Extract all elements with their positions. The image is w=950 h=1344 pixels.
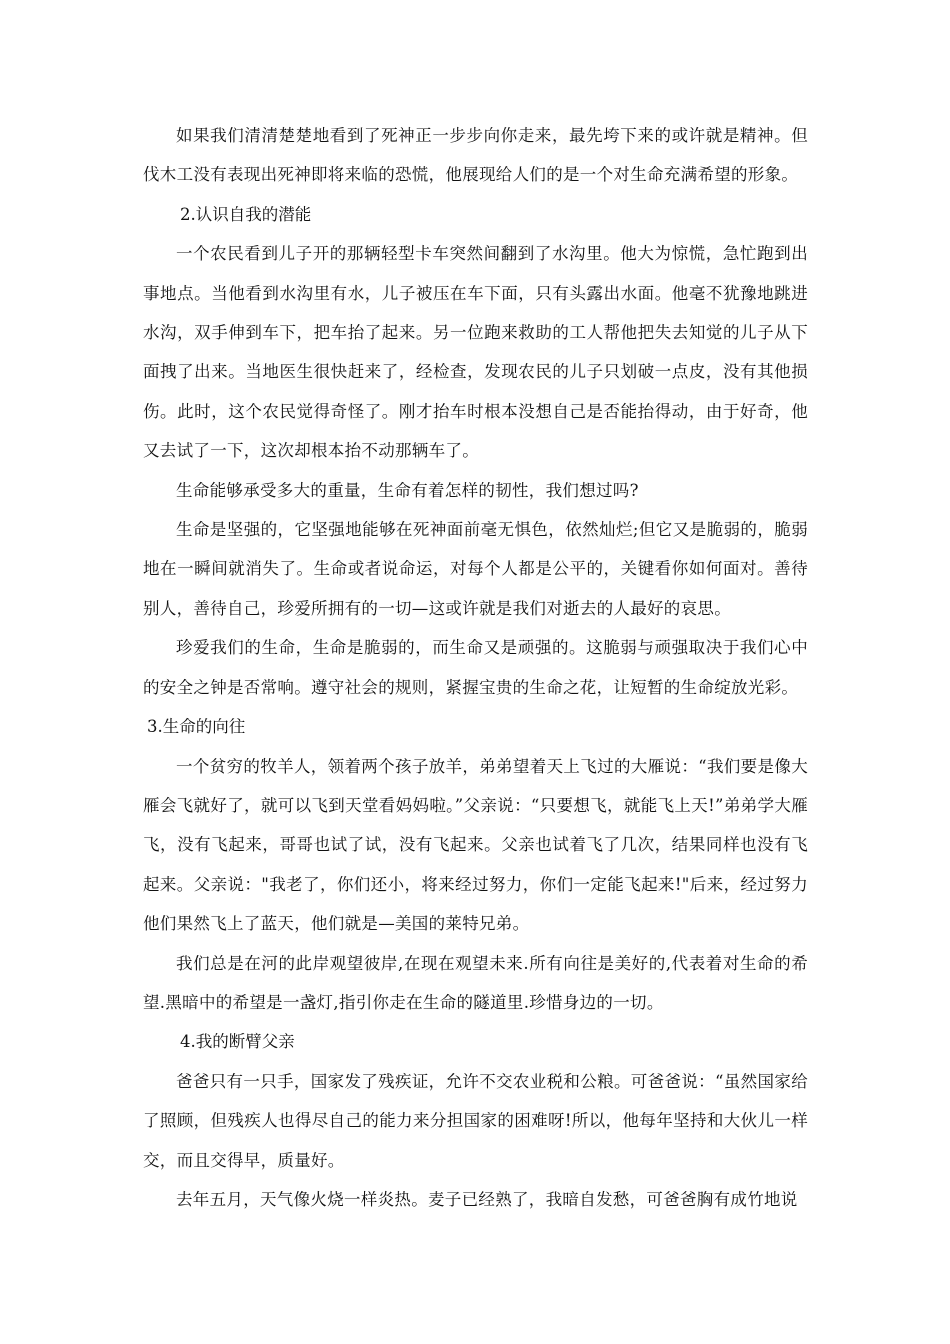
- section-heading: 2.认识自我的潜能: [180, 204, 312, 224]
- paragraph: 去年五月，天气像火烧一样炎热。麦子已经熟了，我暗自发愁，可爸爸胸有成竹地说: [176, 1189, 798, 1209]
- paragraph: 如果我们清清楚楚地看到了死神正一步步向你走来，最先垮下来的或许就是精神。但伐木工没有表现出死神即将来临的恐慌，他展现给人们的是一个对生命充满希望的形象。: [143, 126, 808, 185]
- paragraph: 一个贫穷的牧羊人，领着两个孩子放羊，弟弟望着天上飞过的大雁说：“我们要是像大雁会飞就好了，就可以飞到天堂看妈妈啦。”父亲说：“只要想飞，就能飞上天!”弟弟学大雁飞，没有飞起来，哥哥也试了试，没有飞起来。父亲也试着飞了几次，结果同样也没有飞起来。父亲说："我老了，你们还小，将来经过努力，你们一定能飞起来!"后来，经过努力他们果然飞上了蓝天，他们就是—美国的莱特兄弟。: [143, 756, 808, 934]
- paragraph: 我们总是在河的此岸观望彼岸,在现在观望未来.所有向往是美好的,代表着对生命的希望.黑暗中的希望是一盏灯,指引你走在生命的隧道里.珍惜身边的一切。: [143, 953, 808, 1012]
- section-heading: 4.我的断臂父亲: [180, 1032, 295, 1052]
- paragraph: 生命是坚强的，它坚强地能够在死神面前毫无惧色，依然灿烂;但它又是脆弱的，脆弱地在一瞬间就消失了。生命或者说命运，对每个人都是公平的，关键看你如何面对。善待别人，善待自己，珍爱所拥有的一切—这或许就是我们对逝去的人最好的哀思。: [143, 520, 808, 618]
- paragraph: 爸爸只有一只手，国家发了残疾证，允许不交农业税和公粮。可爸爸说：“虽然国家给了照顾，但残疾人也得尽自己的能力来分担国家的困难呀!所以，他每年坚持和大伙儿一样交，而且交得早，质量好。: [143, 1071, 808, 1170]
- section-heading: 3.生命的向往: [147, 717, 246, 737]
- document-body: [143, 116, 808, 1219]
- paragraph: 生命能够承受多大的重量，生命有着怎样的韧性，我们想过吗?: [176, 480, 639, 500]
- paragraph: 珍爱我们的生命，生命是脆弱的，而生命又是顽强的。这脆弱与顽强取决于我们心中的安全之钟是否常响。遵守社会的规则，紧握宝贵的生命之花，让短暂的生命绽放光彩。: [143, 638, 808, 697]
- paragraph: 一个农民看到儿子开的那辆轻型卡车突然间翻到了水沟里。他大为惊慌，急忙跑到出事地点。当他看到水沟里有水，儿子被压在车下面，只有头露出水面。他毫不犹豫地跳进水沟，双手伸到车下，把车抬了起来。另一位跑来救助的工人帮他把失去知觉的儿子从下面拽了出来。当地医生很快赶来了，经检查，发现农民的儿子只划破一点皮，没有其他损伤。此时，这个农民觉得奇怪了。刚才抬车时根本没想自己是否能抬得动，由于好奇，他又去试了一下，这次却根本抬不动那辆车了。: [143, 244, 808, 461]
